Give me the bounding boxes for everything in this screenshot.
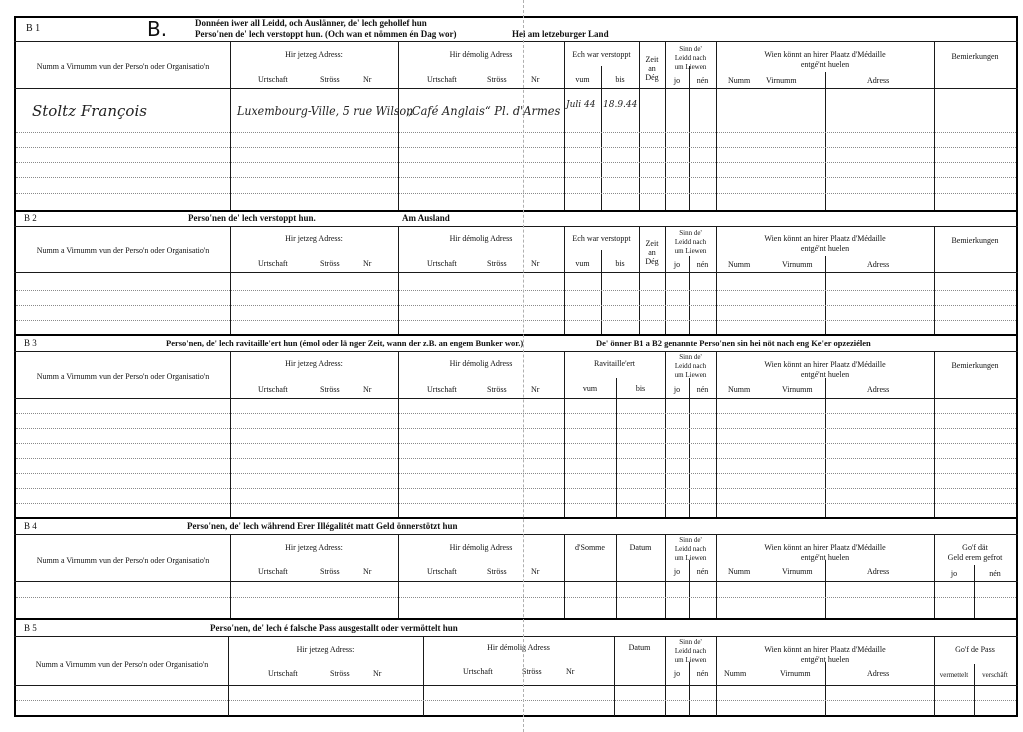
urtschaft-header: Urtschaft <box>258 385 288 394</box>
alive-header: Sinn de' <box>679 536 702 544</box>
numm-header: Numm <box>728 260 751 269</box>
b5-col <box>825 662 826 716</box>
virnumm-header: Virnumm <box>782 385 813 394</box>
name-column-header: Numm a Virnumm vun der Perso'n oder Organisatio'n <box>36 556 210 565</box>
current-address-header: Hir jetzeg Adress: <box>285 234 343 243</box>
b3-col <box>934 351 935 518</box>
b4-row-line <box>16 597 1016 598</box>
vum-header: vum <box>582 384 598 393</box>
vermettelt-header: vermettelt <box>939 671 969 679</box>
medal-header: Wien könnt an hirer Plaatz d'Médaille <box>764 543 886 552</box>
b2-col <box>825 256 826 334</box>
section-title-b3: Perso'nen, de' lech ravitaille'ert hun (émol oder lä nger Zeit, wann der z.B. an engem Bunker wor.) <box>166 338 524 348</box>
ravitaille-header: Ravitaille'ert <box>594 359 635 368</box>
datum-header: Datum <box>629 543 652 552</box>
bis-header: bis <box>615 75 625 84</box>
entry-former-address: „Café Anglais“ Pl. d'Armes <box>406 104 561 118</box>
form-title-line2b: Hei am letzeburger Land <box>512 29 609 39</box>
nen-header: nén <box>696 76 709 85</box>
adress-header: Adress <box>867 669 890 678</box>
alive-header: Sinn de' <box>679 353 702 361</box>
jo-header: jo <box>673 567 681 576</box>
pass-header: Go'f de Pass <box>955 645 995 654</box>
b1-col <box>398 42 399 211</box>
jo-header: jo <box>950 569 958 578</box>
remarks-header: Bemierkungen <box>951 52 999 61</box>
b3-row-line <box>16 488 1016 489</box>
medal-header: Wien könnt an hirer Plaatz d'Médaille <box>764 234 886 243</box>
jo-header: jo <box>673 260 681 269</box>
name-column-header: Numm a Virnumm vun der Perso'n oder Organisatio'n <box>36 62 210 71</box>
frame-bottom <box>14 715 1018 717</box>
current-address-header: Hir jetzeg Adress: <box>296 645 355 654</box>
entry-from: Juli 44 <box>566 100 596 110</box>
adress-header: Adress <box>867 76 890 85</box>
alive-header: um Liewen <box>674 63 707 71</box>
b3-col <box>825 378 826 518</box>
urtschaft-header: Urtschaft <box>427 567 457 576</box>
former-address-header: Hir démolig Adress <box>487 643 550 652</box>
alive-header: Sinn de' <box>679 45 702 53</box>
stross-header: Ströss <box>487 75 507 84</box>
current-address-header: Hir jetzeg Adress: <box>285 50 343 59</box>
nen-header: nén <box>696 385 709 394</box>
b3-col <box>398 351 399 518</box>
section-code-b5: B 5 <box>24 623 37 633</box>
zeit-header: Dég <box>645 73 659 82</box>
b1-row-line <box>16 147 1016 148</box>
stross-header: Ströss <box>487 567 507 576</box>
b5-header-rule <box>14 685 1018 686</box>
stross-header: Ströss <box>320 259 340 268</box>
nen-header: nén <box>696 260 709 269</box>
section-code-b1: B 1 <box>26 23 41 34</box>
section-title-b2: Perso'nen de' lech verstoppt hun. <box>188 213 316 223</box>
b2-row-line <box>16 290 1016 291</box>
former-address-header: Hir démolig Adress <box>449 50 513 59</box>
medal-header: Wien könnt an hirer Plaatz d'Médaille <box>764 360 886 369</box>
money-back-header: Geld erem gefrot <box>947 553 1003 562</box>
urtschaft-header: Urtschaft <box>463 667 493 676</box>
nen-header: nén <box>989 569 1001 578</box>
b2-header-rule <box>14 272 1018 273</box>
entry-name: Stoltz François <box>32 102 147 120</box>
datum-header: Datum <box>628 643 651 652</box>
b1-col <box>564 42 565 211</box>
b3-title-rule <box>14 351 1018 352</box>
b3-row-line <box>16 458 1016 459</box>
section-code-b3: B 3 <box>24 338 37 348</box>
zeit-header: Zeit <box>645 55 659 64</box>
b1-row-line <box>16 193 1016 194</box>
stross-header: Ströss <box>330 669 350 678</box>
zeit-header: Zeit <box>645 239 659 248</box>
nr-header: Nr <box>531 259 540 268</box>
stross-header: Ströss <box>320 385 340 394</box>
frame-left <box>14 16 16 717</box>
zeit-header: Dég <box>645 257 659 266</box>
b1-header-rule <box>14 88 1018 89</box>
nr-header: Nr <box>363 385 372 394</box>
name-column-header: Numm a Virnumm vun der Perso'n oder Organisatio'n <box>35 660 209 669</box>
b1-row-line <box>16 177 1016 178</box>
section-code-b2: B 2 <box>24 213 37 223</box>
urtschaft-header: Urtschaft <box>427 75 457 84</box>
b3-col <box>564 351 565 518</box>
b1-col <box>934 42 935 211</box>
b5-row-line <box>16 700 1016 701</box>
entry-current-address: Luxembourg-Ville, 5 rue Wilson <box>237 104 414 118</box>
b2-title-rule <box>14 226 1018 227</box>
b3-header-rule <box>14 398 1018 399</box>
jo-header: jo <box>673 76 681 85</box>
somme-header: d'Somme <box>575 543 605 552</box>
remarks-header: Bemierkungen <box>951 236 999 245</box>
alive-header: Leidd nach <box>674 362 707 370</box>
alive-header: Leidd nach <box>674 545 707 553</box>
b3-row-line <box>16 443 1016 444</box>
alive-header: Leidd nach <box>674 238 707 246</box>
adress-header: Adress <box>867 567 890 576</box>
nen-header: nén <box>696 669 709 678</box>
name-column-header: Numm a Virnumm vun der Perso'n oder Organisatio'n <box>36 246 210 255</box>
fold-line <box>523 0 524 732</box>
adress-header: Adress <box>867 385 890 394</box>
vum-header: vum <box>575 75 590 84</box>
nr-header: Nr <box>363 75 372 84</box>
b2-row-line <box>16 320 1016 321</box>
former-address-header: Hir démolig Adress <box>449 359 513 368</box>
verstoppt-header: Ech war verstoppt <box>572 234 631 243</box>
alive-header: um Liewen <box>674 554 707 562</box>
form-title-line1: Donnéen iwer all Leidd, och Auslänner, de' lech gehollef hun <box>195 18 427 28</box>
zeit-header: an <box>648 248 656 257</box>
b3-row-line <box>16 413 1016 414</box>
section-title-b4: Perso'nen, de' lech während Erer Illégalitét matt Geld önnerstötzt hun <box>187 521 458 531</box>
b1-bottom-rule <box>14 210 1018 212</box>
section-title-b5: Perso'nen, de' lech é falsche Pass ausgestallt oder vermöttelt hun <box>210 623 458 633</box>
b2-bottom-rule <box>14 334 1018 336</box>
remarks-header: Bemierkungen <box>951 361 999 370</box>
alive-header: Leidd nach <box>674 54 707 62</box>
current-address-header: Hir jetzeg Adress: <box>285 543 343 552</box>
b2-row-line <box>16 305 1016 306</box>
medal-header: entgé'nt huelen <box>800 655 850 664</box>
medal-header: Wien könnt an hirer Plaatz d'Médaille <box>764 50 886 59</box>
form-title-line2: Perso'nen de' lech verstoppt hun. (Och wan et nömmen én Dag wor) <box>195 29 457 39</box>
b4-bottom-rule <box>14 618 1018 620</box>
numm-header: Numm <box>728 567 751 576</box>
alive-header: um Liewen <box>674 371 707 379</box>
current-address-header: Hir jetzeg Adress: <box>285 359 343 368</box>
nr-header: Nr <box>373 669 382 678</box>
nen-header: nén <box>696 567 709 576</box>
b1-row-line <box>16 162 1016 163</box>
bis-header: bis <box>615 259 625 268</box>
form-letter: B. <box>147 17 168 41</box>
alive-header: Sinn de' <box>679 229 702 237</box>
verschaft-header: verschäft <box>982 671 1008 679</box>
urtschaft-header: Urtschaft <box>268 669 298 678</box>
urtschaft-header: Urtschaft <box>427 259 457 268</box>
medal-header: entgé'nt huelen <box>800 370 850 379</box>
urtschaft-header: Urtschaft <box>258 75 288 84</box>
jo-header: jo <box>673 669 681 678</box>
medal-header: entgé'nt huelen <box>800 553 850 562</box>
b5-title-rule <box>14 636 1018 637</box>
section-title2-b3: De' önner B1 a B2 genannte Perso'nen sin hei nöt nach eng Ke'er opzeziélen <box>596 338 871 348</box>
verstoppt-header: Ech war verstoppt <box>572 50 631 59</box>
urtschaft-header: Urtschaft <box>258 259 288 268</box>
b3-row-line <box>16 428 1016 429</box>
b3-col <box>689 378 690 518</box>
nr-header: Nr <box>363 259 372 268</box>
virnumm-header: Virnumm <box>782 567 813 576</box>
b4-col <box>825 560 826 619</box>
b1-row-line <box>16 132 1016 133</box>
former-address-header: Hir démolig Adress <box>449 234 513 243</box>
name-column-header: Numm a Virnumm vun der Perso'n oder Organisatio'n <box>36 372 210 381</box>
numm-header: Numm <box>728 76 751 85</box>
alive-header: um Liewen <box>674 656 707 664</box>
b4-header-rule <box>14 581 1018 582</box>
b1-title-rule <box>14 41 1018 42</box>
numm-header: Numm <box>728 385 751 394</box>
alive-header: Sinn de' <box>679 638 702 646</box>
zeit-header: an <box>648 64 656 73</box>
bis-header: bis <box>635 384 646 393</box>
stross-header: Ströss <box>487 385 507 394</box>
section-title2-b2: Am Ausland <box>402 213 450 223</box>
nr-header: Nr <box>531 75 540 84</box>
money-back-header: Go'f dät <box>962 543 988 552</box>
former-address-header: Hir démolig Adress <box>449 543 513 552</box>
stross-header: Ströss <box>320 567 340 576</box>
b3-row-line <box>16 473 1016 474</box>
nr-header: Nr <box>531 567 540 576</box>
b1-col <box>230 42 231 211</box>
jo-header: jo <box>673 385 681 394</box>
adress-header: Adress <box>867 260 890 269</box>
b1-col <box>825 72 826 211</box>
entry-until: 18.9.44 <box>603 100 638 110</box>
numm-header: Numm <box>724 669 747 678</box>
alive-header: um Liewen <box>674 247 707 255</box>
medal-header: entgé'nt huelen <box>800 244 850 253</box>
alive-header: Leidd nach <box>674 647 707 655</box>
frame-right <box>1016 16 1018 717</box>
b3-row-line <box>16 503 1016 504</box>
b3-bottom-rule <box>14 517 1018 519</box>
stross-header: Ströss <box>320 75 340 84</box>
nr-header: Nr <box>363 567 372 576</box>
vum-header: vum <box>575 259 590 268</box>
urtschaft-header: Urtschaft <box>427 385 457 394</box>
b3-col <box>230 351 231 518</box>
urtschaft-header: Urtschaft <box>258 567 288 576</box>
stross-header: Ströss <box>487 259 507 268</box>
virnumm-header: Virnumm <box>780 669 811 678</box>
b3-col <box>616 378 617 518</box>
virnumm-header: Virnumm <box>782 260 813 269</box>
medal-header: Wien könnt an hirer Plaatz d'Médaille <box>764 645 886 654</box>
nr-header: Nr <box>566 667 575 676</box>
stross-header: Ströss <box>522 667 542 676</box>
nr-header: Nr <box>531 385 540 394</box>
medal-header: entgé'nt huelen <box>800 60 850 69</box>
b4-title-rule <box>14 534 1018 535</box>
section-code-b4: B 4 <box>24 521 37 531</box>
virnumm-header: Virnumm <box>766 76 797 85</box>
